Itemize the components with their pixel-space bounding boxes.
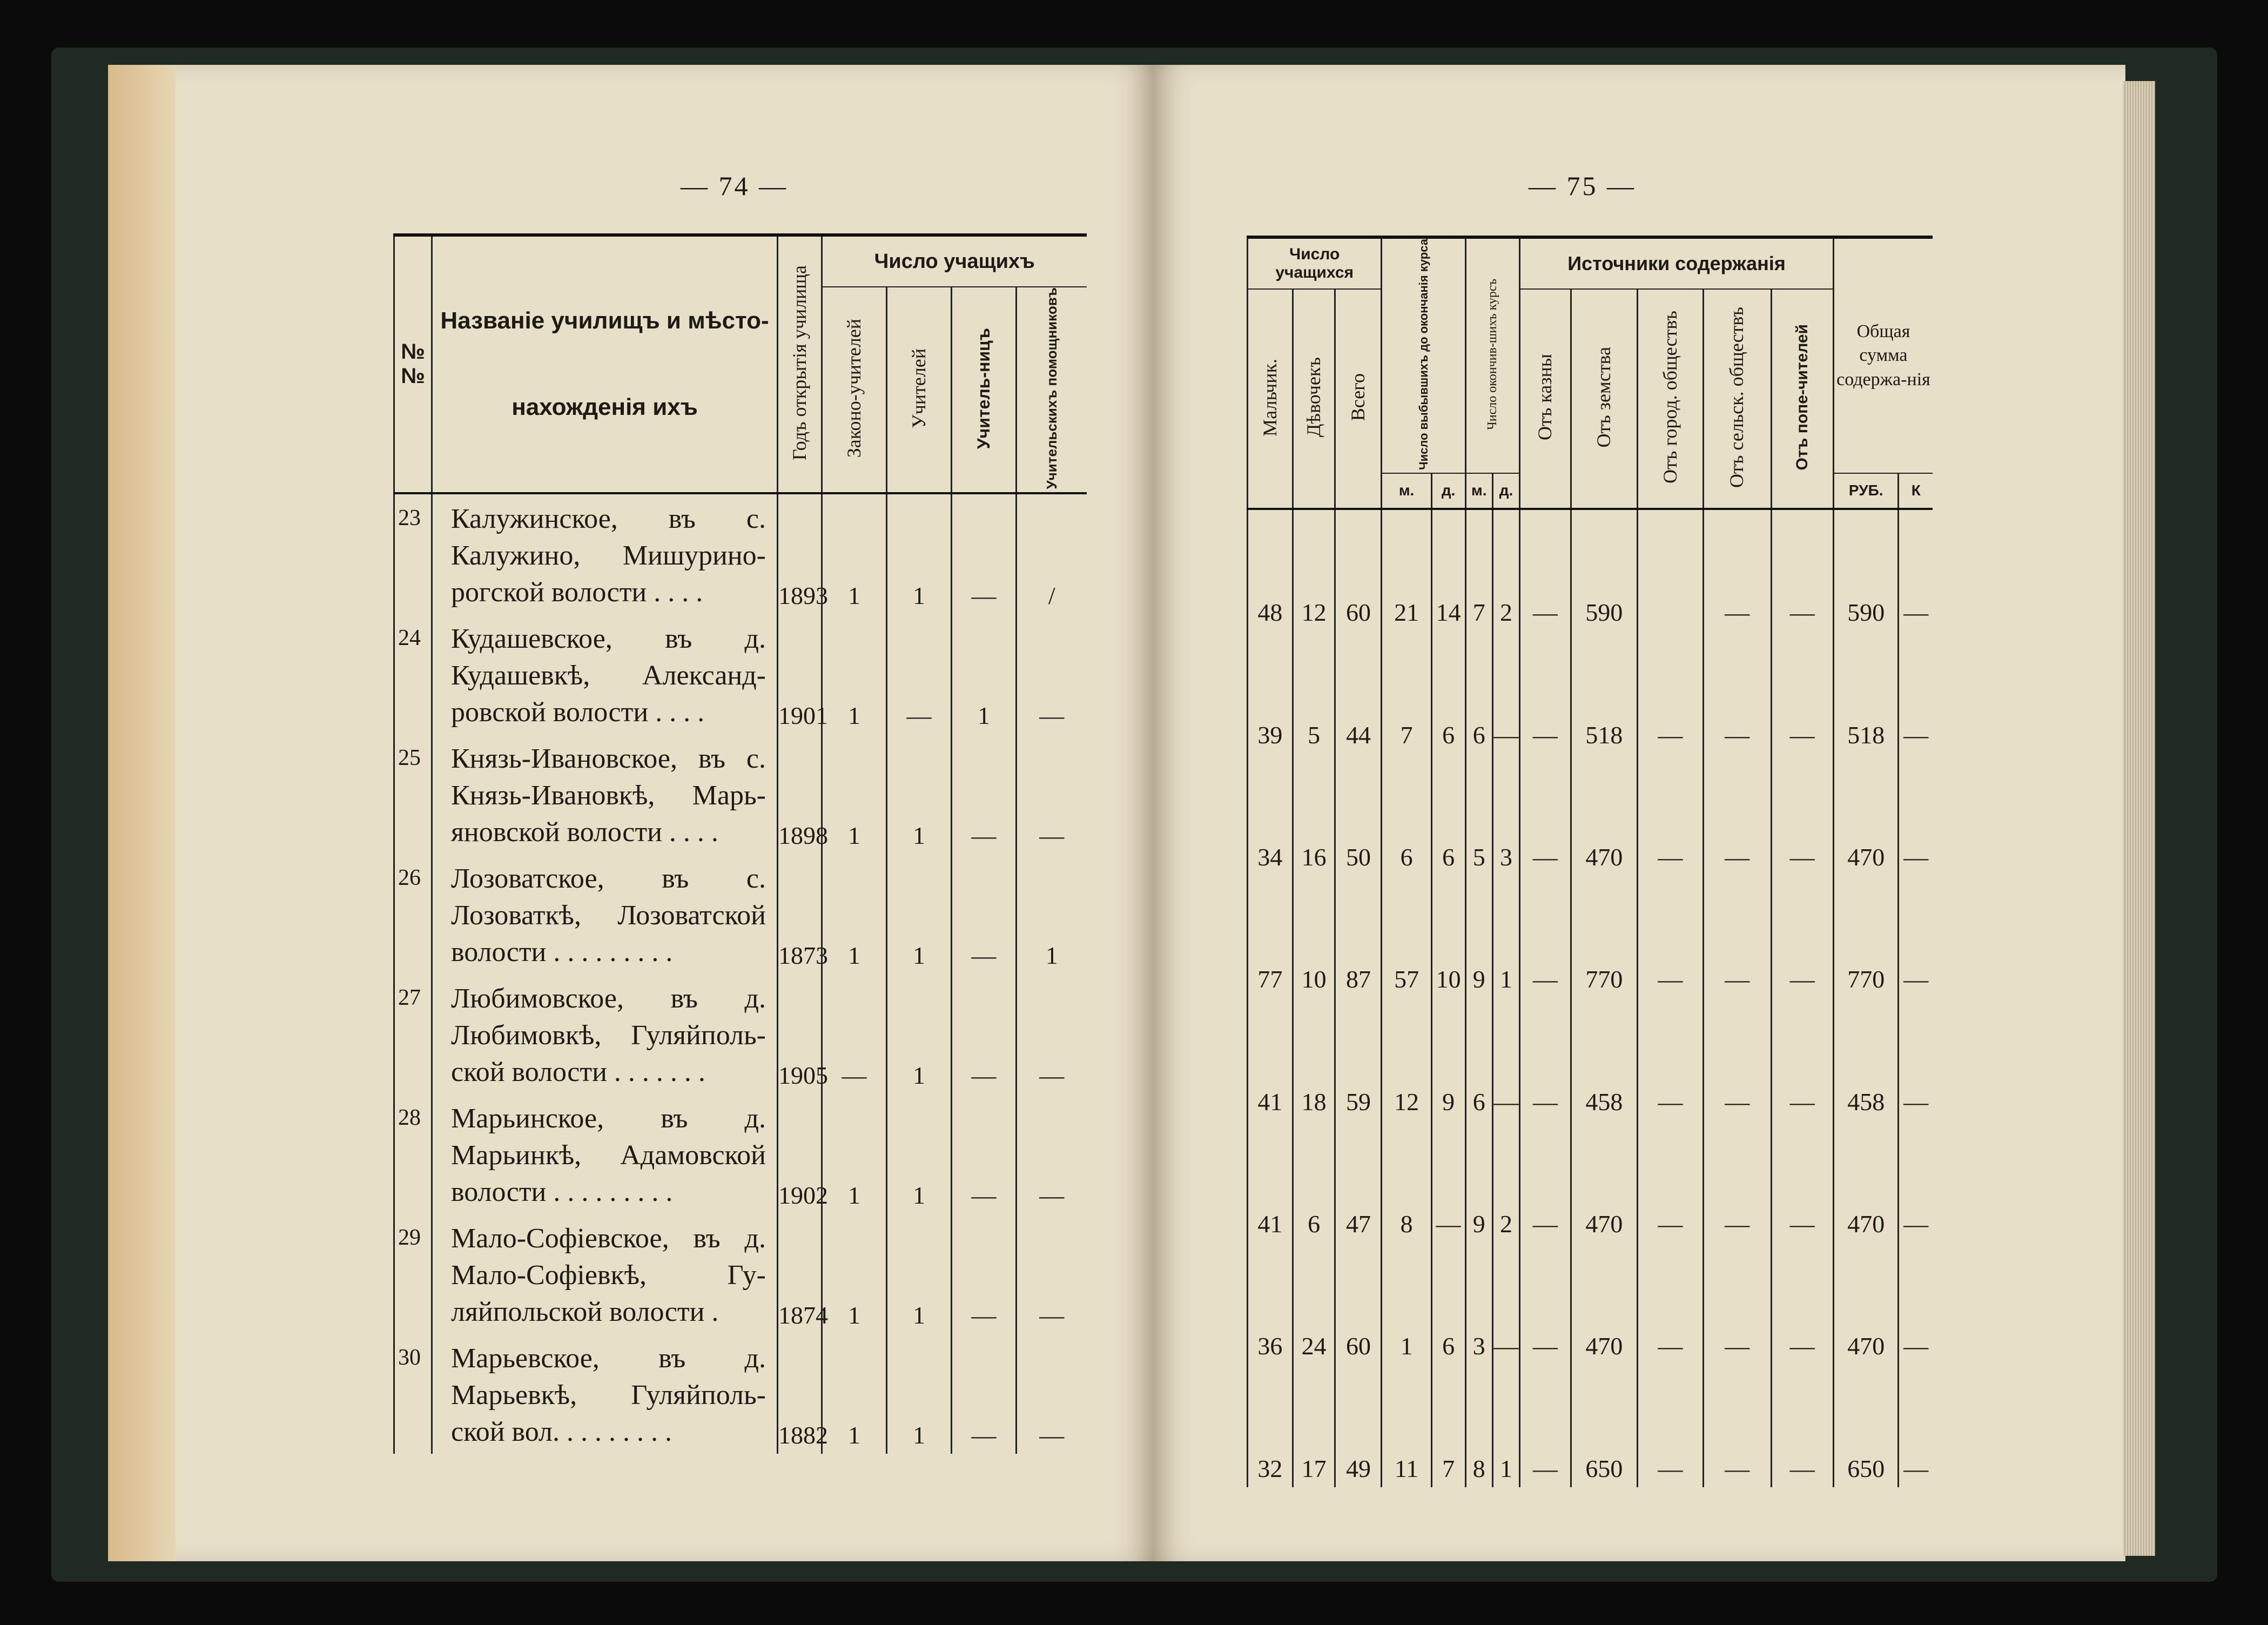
school-name-cell: Любимовское, въ д. Любимовкѣ, Гуляйполь-ской волости . . . . . . . [432, 974, 778, 1094]
fin-d-cell: 2 [1492, 1120, 1519, 1243]
teachers-female-cell: 1 [952, 614, 1017, 734]
header-finished-d: д. [1492, 473, 1519, 509]
header-total-sum: Общая сумма содержа-нія [1833, 237, 1933, 473]
table-row [394, 493, 1087, 614]
total-cell: 47 [1335, 1120, 1382, 1243]
teachers-male-cell: 1 [887, 493, 952, 614]
header-teachers-male: Учителей [887, 287, 952, 493]
rural-cell: — [1703, 631, 1771, 753]
right-table [1247, 236, 1933, 1487]
rural-cell: — [1703, 998, 1771, 1120]
fin-m-cell: 9 [1465, 1120, 1492, 1243]
header-finished: Число окончив-шихъ курсъ [1465, 237, 1520, 473]
city-cell: — [1638, 998, 1704, 1120]
total-cell: 49 [1335, 1365, 1382, 1487]
city-cell: — [1638, 876, 1704, 998]
drop-d-cell: 10 [1431, 876, 1465, 998]
total-cell: 87 [1335, 876, 1382, 998]
fin-m-cell: 6 [1465, 998, 1492, 1120]
teachers-female-cell: — [952, 493, 1017, 614]
row-number-cell: 30 [394, 1334, 432, 1454]
rural-cell: — [1703, 1365, 1771, 1487]
assistants-cell: / [1017, 493, 1087, 614]
rural-cell: — [1703, 754, 1771, 876]
city-cell [1638, 509, 1704, 631]
fin-m-cell: 8 [1465, 1365, 1492, 1487]
kop-cell: — [1899, 754, 1933, 876]
table-row [1248, 876, 1933, 998]
row-number-cell: 26 [394, 854, 432, 974]
header-zemstvo: Отъ земства [1571, 289, 1638, 509]
table-row [394, 1094, 1087, 1214]
assistants-cell: — [1017, 1214, 1087, 1334]
teachers-male-cell: 1 [887, 1334, 952, 1454]
kop-cell: — [1899, 998, 1933, 1120]
boys-cell: 41 [1248, 1120, 1293, 1243]
drop-m-cell: 11 [1382, 1365, 1431, 1487]
girls-cell: 5 [1293, 631, 1335, 753]
school-name-cell: Князь-Ивановское, въ с. Князь-Ивановкѣ, Марь-яновской волости . . . . [432, 734, 778, 854]
row-number-cell: 24 [394, 614, 432, 734]
treasury-cell: — [1520, 998, 1571, 1120]
teachers-female-cell: — [952, 1214, 1017, 1334]
fin-m-cell: 3 [1465, 1243, 1492, 1365]
kop-cell: — [1899, 1243, 1933, 1365]
drop-d-cell: 6 [1431, 754, 1465, 876]
law-teachers-cell: 1 [822, 1214, 887, 1334]
girls-cell: 12 [1293, 509, 1335, 631]
year-opened-cell: 1874 [778, 1214, 822, 1334]
year-opened-cell: 1902 [778, 1094, 822, 1214]
header-trustees: Отъ попе-чителей [1771, 289, 1833, 509]
teachers-female-cell: — [952, 1334, 1017, 1454]
drop-d-cell: 9 [1431, 998, 1465, 1120]
drop-m-cell: 21 [1382, 509, 1431, 631]
city-cell: — [1638, 1365, 1704, 1487]
kop-cell: — [1899, 509, 1933, 631]
assistants-cell: — [1017, 734, 1087, 854]
kop-cell: — [1899, 631, 1933, 753]
trustees-cell: — [1771, 998, 1833, 1120]
treasury-cell: — [1520, 1365, 1571, 1487]
year-opened-cell: 1901 [778, 614, 822, 734]
header-kop: К [1899, 473, 1933, 509]
city-cell: — [1638, 1243, 1704, 1365]
teachers-male-cell: 1 [887, 1094, 952, 1214]
drop-m-cell: 12 [1382, 998, 1431, 1120]
school-name-cell: Марьинское, въ д. Марьинкѣ, Адамовской волости . . . . . . . . . [432, 1094, 778, 1214]
assistants-cell: — [1017, 614, 1087, 734]
rural-cell: — [1703, 509, 1771, 631]
header-teachers-group: Число учащихъ [822, 235, 1087, 287]
header-girls: Дѣвочекъ [1293, 289, 1335, 509]
zemstvo-cell: 470 [1571, 754, 1638, 876]
drop-d-cell: 14 [1431, 509, 1465, 631]
law-teachers-cell: 1 [822, 614, 887, 734]
header-year: Годъ открытія училища [778, 235, 822, 493]
table-row [394, 614, 1087, 734]
trustees-cell: — [1771, 754, 1833, 876]
rub-cell: 458 [1833, 998, 1899, 1120]
year-opened-cell: 1898 [778, 734, 822, 854]
fin-m-cell: 9 [1465, 876, 1492, 998]
boys-cell: 48 [1248, 509, 1293, 631]
teachers-male-cell: 1 [887, 974, 952, 1094]
treasury-cell: — [1520, 754, 1571, 876]
drop-m-cell: 1 [1382, 1243, 1431, 1365]
total-cell: 60 [1335, 509, 1382, 631]
header-finished-m: м. [1465, 473, 1492, 509]
teachers-female-cell: — [952, 854, 1017, 974]
treasury-cell: — [1520, 876, 1571, 998]
fin-d-cell: — [1492, 998, 1519, 1120]
law-teachers-cell: 1 [822, 1334, 887, 1454]
header-dropped: Число выбывшихъ до окончанія курса [1382, 237, 1465, 473]
drop-d-cell: 7 [1431, 1365, 1465, 1487]
girls-cell: 16 [1293, 754, 1335, 876]
row-number-cell: 27 [394, 974, 432, 1094]
girls-cell: 10 [1293, 876, 1335, 998]
teachers-male-cell: 1 [887, 734, 952, 854]
header-treasury: Отъ казны [1520, 289, 1571, 509]
right-page-number: — 75 — [1529, 171, 1636, 201]
year-opened-cell: 1893 [778, 493, 822, 614]
teachers-female-cell: — [952, 734, 1017, 854]
year-opened-cell: 1905 [778, 974, 822, 1094]
header-rub: РУБ. [1833, 473, 1899, 509]
year-opened-cell: 1882 [778, 1334, 822, 1454]
drop-m-cell: 6 [1382, 754, 1431, 876]
teachers-male-cell: 1 [887, 1214, 952, 1334]
rub-cell: 650 [1833, 1365, 1899, 1487]
city-cell: — [1638, 754, 1704, 876]
assistants-cell: 1 [1017, 854, 1087, 974]
girls-cell: 6 [1293, 1120, 1335, 1243]
row-number-cell: 23 [394, 493, 432, 614]
table-row [1248, 1365, 1933, 1487]
rub-cell: 770 [1833, 876, 1899, 998]
left-table [393, 233, 1087, 1454]
left-page-edge [108, 65, 176, 1561]
girls-cell: 17 [1293, 1365, 1335, 1487]
zemstvo-cell: 770 [1571, 876, 1638, 998]
boys-cell: 39 [1248, 631, 1293, 753]
header-students-group: Число учащихся [1248, 237, 1382, 289]
law-teachers-cell: 1 [822, 1094, 887, 1214]
school-name-cell: Марьевское, въ д. Марьевкѣ, Гуляйполь-ской вол. . . . . . . . . [432, 1334, 778, 1454]
treasury-cell: — [1520, 631, 1571, 753]
header-city: Отъ город. обществъ [1638, 289, 1704, 509]
table-row [1248, 631, 1933, 753]
drop-m-cell: 57 [1382, 876, 1431, 998]
kop-cell: — [1899, 1120, 1933, 1243]
fin-d-cell: — [1492, 631, 1519, 753]
header-teachers-female: Учитель-ницъ [952, 287, 1017, 493]
girls-cell: 18 [1293, 998, 1335, 1120]
row-number-cell: 25 [394, 734, 432, 854]
fin-m-cell: 5 [1465, 754, 1492, 876]
trustees-cell: — [1771, 509, 1833, 631]
kop-cell: — [1899, 876, 1933, 998]
zemstvo-cell: 470 [1571, 1120, 1638, 1243]
header-assistants: Учительскихъ помощниковъ [1017, 287, 1087, 493]
trustees-cell: — [1771, 1365, 1833, 1487]
fin-d-cell: — [1492, 1243, 1519, 1365]
rural-cell: — [1703, 876, 1771, 998]
trustees-cell: — [1771, 1120, 1833, 1243]
trustees-cell: — [1771, 631, 1833, 753]
treasury-cell: — [1520, 1120, 1571, 1243]
table-row [1248, 754, 1933, 876]
drop-d-cell: — [1431, 1120, 1465, 1243]
total-cell: 44 [1335, 631, 1382, 753]
city-cell: — [1638, 1120, 1704, 1243]
assistants-cell: — [1017, 1334, 1087, 1454]
table-row [1248, 509, 1933, 631]
table-row [394, 854, 1087, 974]
total-cell: 59 [1335, 998, 1382, 1120]
total-cell: 60 [1335, 1243, 1382, 1365]
girls-cell: 24 [1293, 1243, 1335, 1365]
rural-cell: — [1703, 1243, 1771, 1365]
drop-d-cell: 6 [1431, 1243, 1465, 1365]
header-sources-group: Источники содержанія [1520, 237, 1834, 289]
year-opened-cell: 1873 [778, 854, 822, 974]
table-row [394, 974, 1087, 1094]
teachers-male-cell: 1 [887, 854, 952, 974]
school-name-cell: Кудашевское, въ д. Кудашевкѣ, Александ-ровской волости . . . . [432, 614, 778, 734]
rub-cell: 518 [1833, 631, 1899, 753]
header-name: Названіе училищъ и мѣсто- нахожденія ихъ [432, 235, 778, 493]
treasury-cell: — [1520, 509, 1571, 631]
assistants-cell: — [1017, 1094, 1087, 1214]
header-total: Всего [1335, 289, 1382, 509]
row-number-cell: 29 [394, 1214, 432, 1334]
rub-cell: 470 [1833, 1243, 1899, 1365]
law-teachers-cell: — [822, 974, 887, 1094]
table-row [394, 1334, 1087, 1454]
boys-cell: 41 [1248, 998, 1293, 1120]
fin-d-cell: 2 [1492, 509, 1519, 631]
header-dropped-m: м. [1382, 473, 1431, 509]
law-teachers-cell: 1 [822, 734, 887, 854]
table-row [1248, 1243, 1933, 1365]
teachers-female-cell: — [952, 1094, 1017, 1214]
fin-m-cell: 7 [1465, 509, 1492, 631]
table-row [394, 734, 1087, 854]
teachers-male-cell: — [887, 614, 952, 734]
rub-cell: 590 [1833, 509, 1899, 631]
drop-m-cell: 8 [1382, 1120, 1431, 1243]
fin-d-cell: 1 [1492, 876, 1519, 998]
header-rural: Отъ сельск. обществъ [1703, 289, 1771, 509]
table-row [1248, 998, 1933, 1120]
fin-d-cell: 3 [1492, 754, 1519, 876]
law-teachers-cell: 1 [822, 493, 887, 614]
assistants-cell: — [1017, 974, 1087, 1094]
header-law-teachers: Законо-учителей [822, 287, 887, 493]
table-row [1248, 1120, 1933, 1243]
boys-cell: 36 [1248, 1243, 1293, 1365]
city-cell: — [1638, 631, 1704, 753]
kop-cell: — [1899, 1365, 1933, 1487]
drop-d-cell: 6 [1431, 631, 1465, 753]
law-teachers-cell: 1 [822, 854, 887, 974]
teachers-female-cell: — [952, 974, 1017, 1094]
left-page-number: — 74 — [681, 171, 788, 201]
rub-cell: 470 [1833, 754, 1899, 876]
boys-cell: 34 [1248, 754, 1293, 876]
fin-m-cell: 6 [1465, 631, 1492, 753]
zemstvo-cell: 458 [1571, 998, 1638, 1120]
total-cell: 50 [1335, 754, 1382, 876]
rub-cell: 470 [1833, 1120, 1899, 1243]
zemstvo-cell: 518 [1571, 631, 1638, 753]
row-number-cell: 28 [394, 1094, 432, 1214]
rural-cell: — [1703, 1120, 1771, 1243]
header-dropped-d: д. [1431, 473, 1465, 509]
header-boys: Мальчик. [1248, 289, 1293, 509]
boys-cell: 77 [1248, 876, 1293, 998]
zemstvo-cell: 590 [1571, 509, 1638, 631]
school-name-cell: Лозоватское, въ с. Лозоваткѣ, Лозоватской волости . . . . . . . . . [432, 854, 778, 974]
treasury-cell: — [1520, 1243, 1571, 1365]
school-name-cell: Калужинское, въ с. Калужино, Мишурино-рогской волости . . . . [432, 493, 778, 614]
fin-d-cell: 1 [1492, 1365, 1519, 1487]
table-row [394, 1214, 1087, 1334]
school-name-cell: Мало-Софіевское, въ д. Мало-Софіевкѣ, Гу-ляйпольской волости . [432, 1214, 778, 1334]
zemstvo-cell: 650 [1571, 1365, 1638, 1487]
boys-cell: 32 [1248, 1365, 1293, 1487]
drop-m-cell: 7 [1382, 631, 1431, 753]
header-index: № № [394, 235, 432, 493]
trustees-cell: — [1771, 1243, 1833, 1365]
page-stack-edge [2123, 81, 2155, 1556]
trustees-cell: — [1771, 876, 1833, 998]
zemstvo-cell: 470 [1571, 1243, 1638, 1365]
